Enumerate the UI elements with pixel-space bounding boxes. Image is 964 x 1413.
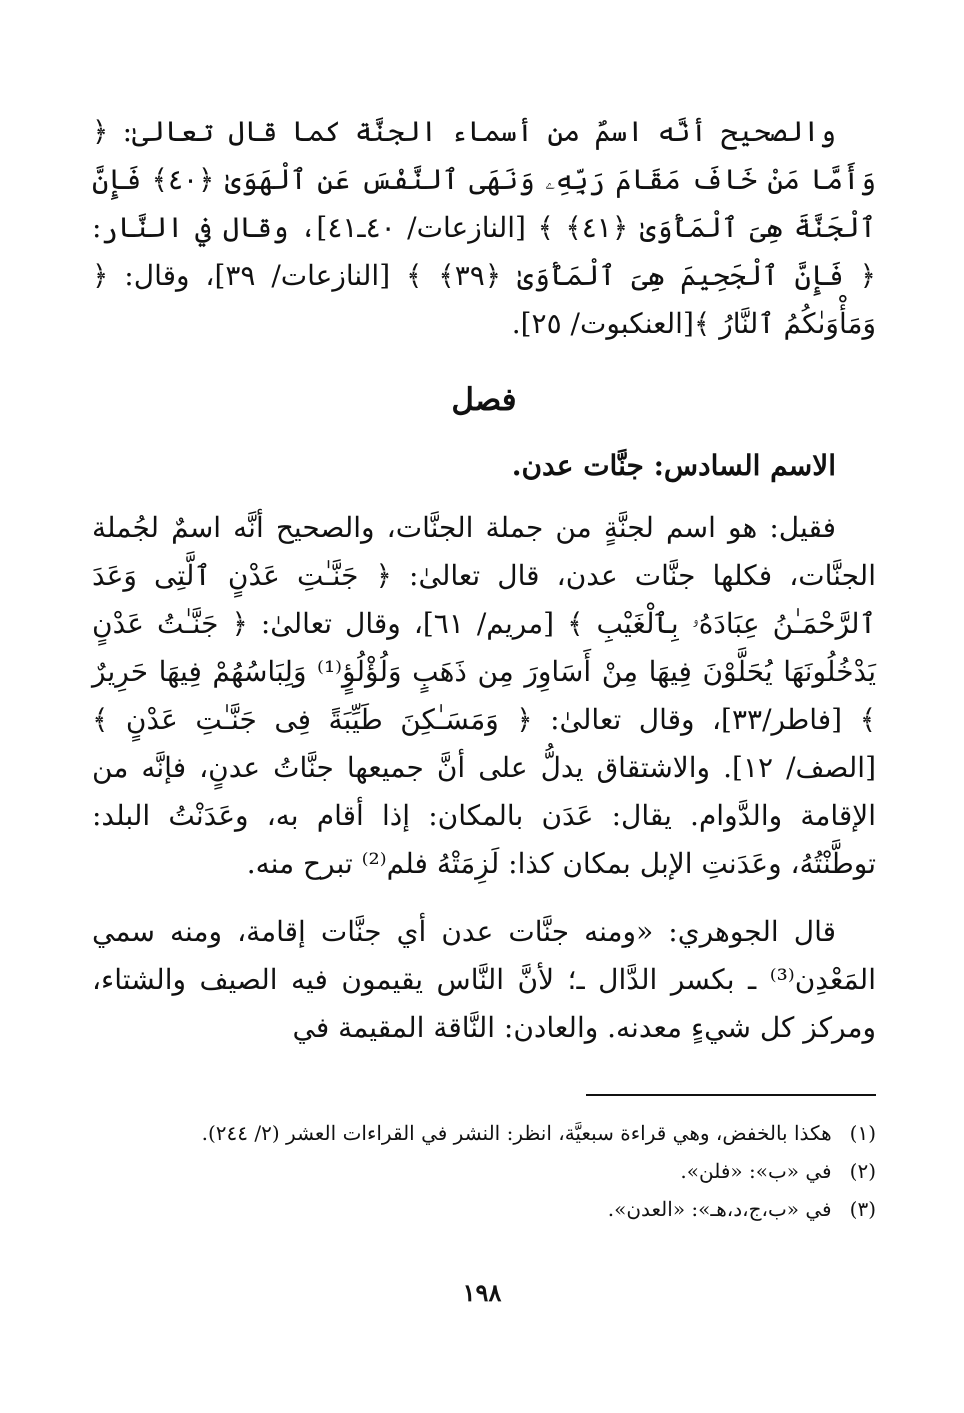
- footnote-2: [92, 1152, 876, 1190]
- footnote-1: [92, 1114, 876, 1152]
- paragraph-3: قال الجوهري: «ومنه جنَّات عدن أي جنَّات إقامة، ومنه سمي المَعْدِن⁽³⁾ ـ بكسر الدَّال ـ؛ لأنَّ النَّاس يقيمون فيه الصيف والشتاء، ومركز كل شيءٍ معدنه. والعادن: النَّاقة المقيمة في: [92, 915, 876, 1044]
- footnote-text: هكذا بالخفض، وهي قراءة سبعيَّة، انظر: النشر في القراءات العشر (٢/ ٢٤٤).: [201, 1121, 832, 1145]
- section-subheading: الاسم السادس: جنَّات عدن.: [511, 449, 836, 482]
- footnote-text: في «ب»: «فلن».: [680, 1159, 832, 1183]
- paragraph-2: فقيل: هو اسم لجنَّةٍ من جملة الجنَّات، والصحيح أنَّه اسمٌ لجُملة الجنَّات، فكلها جنَّات عدن، قال تعالىٰ: ﴿ جَنَّـٰتِ عَدْنٍ ٱلَّتِى وَعَدَ ٱلرَّحْمَـٰنُ عِبَادَهُۥ بِٱلْغَيْبِ ﴾ [مريم/ ٦١]، وقال تعالىٰ: ﴿ جَنَّـٰتُ عَدْنٍ يَدْخُلُونَهَا يُحَلَّوْنَ فِيهَا مِنْ أَسَاوِرَ مِن ذَهَبٍ وَلُؤْلُؤٍ⁽¹⁾ وَلِبَاسُهُمْ فِيهَا حَرِيرٌ ﴾ [فاطر/٣٣]، وقال تعالىٰ: ﴿ وَمَسَـٰكِنَ طَيِّبَةً فِى جَنَّـٰتِ عَدْنٍ ﴾ [الصف/ ١٢]. والاشتقاق يدلُّ على أنَّ جميعها جنَّاتُ عدنٍ، فإنَّه من الإقامة والدَّوام. يقال: عَدَن بالمكان: إذا أقام به، وعَدَنْتُ البلد: توطَّنْتُهُ، وعَدَنتِ الإبل بمكان كذا: لَزِمَتْهُ فلم⁽²⁾ تبرح منه.: [92, 511, 877, 880]
- footnote-text: في «ب،ج،د،هـ»: «العدن».: [607, 1197, 832, 1221]
- section-heading: فصل: [451, 382, 517, 418]
- footnotes: [92, 1114, 876, 1228]
- footnote-number: (١): [849, 1121, 876, 1145]
- footnote-number: (٢): [849, 1159, 876, 1183]
- footnote-number: (٣): [849, 1197, 876, 1221]
- page-number: ١٩٨: [462, 1278, 502, 1307]
- footnote-divider: [586, 1094, 876, 1096]
- paragraph-1: والصحيح أنَّه اسمٌ من أسماء الجنَّة كما قال تعالىٰ: ﴿ وَأَمَّا مَنْ خَافَ مَقَامَ رَبِّهِۦ وَنَهَى ٱلنَّفْسَ عَنِ ٱلْهَوَىٰ ﴿٤٠﴾ فَإِنَّ ٱلْجَنَّةَ هِىَ ٱلْمَأْوَىٰ ﴿٤١﴾ ﴾ [النازعات/ ٤٠ـ٤١]، وقال في النَّار: ﴿ فَإِنَّ ٱلْجَحِيمَ هِىَ ٱلْمَأْوَىٰ ﴿٣٩﴾ ﴾ [النازعات/ ٣٩]، وقال: ﴿ وَمَأْوَىٰكُمُ ٱلنَّارُ ﴾[العنكبوت/ ٢٥].: [92, 115, 877, 340]
- footnote-3: [92, 1190, 876, 1228]
- paragraph-gap: [92, 888, 876, 908]
